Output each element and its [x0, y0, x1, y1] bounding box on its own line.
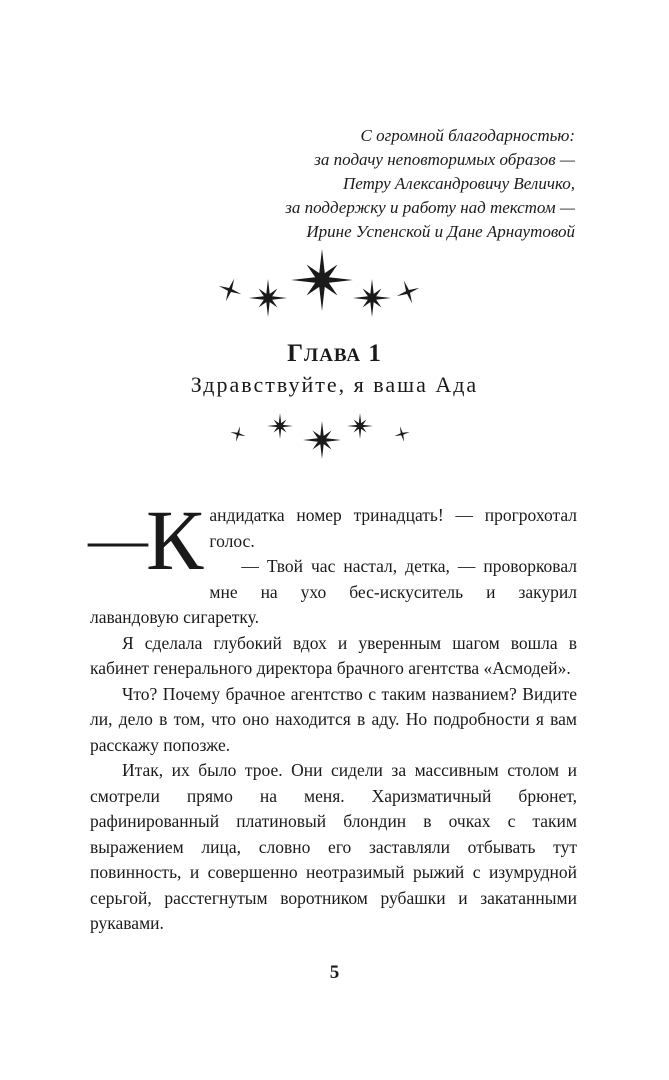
chapter-number-word: ЛАВА	[304, 345, 362, 366]
sparkle-star-icon	[303, 421, 341, 459]
dedication-line: Ирине Успенской и Дане Арнаутовой	[306, 222, 575, 241]
dedication-line: Петру Александровичу Величко,	[342, 174, 575, 193]
dedication-line: С огромной благодарностью:	[360, 126, 575, 145]
dedication-line: за поддержку и работу над текстом —	[285, 198, 575, 217]
sparkle-star-icon	[249, 279, 287, 317]
paragraph-text: андидатка номер тринадцать! — прогрохотал голос.	[209, 505, 577, 551]
sparkle-star-icon	[267, 413, 293, 439]
paragraph: Итак, их было трое. Они сидели за массивным столом и смотрели прямо на меня. Харизматичный брюнет, рафинированный платиновый блондин в очках с таким выражением лица, словно его заставляли отбывать тут повинность, и совершенно неотразимый рыжий с изумрудной серьгой, расстегнутым воротником рубашки и закатанными рукавами.	[90, 760, 577, 933]
sparkle-star-icon	[353, 279, 391, 317]
drop-cap-dash: —	[88, 506, 148, 572]
dedication-line: за подачу неповторимых образов —	[314, 150, 575, 169]
dedication	[155, 124, 575, 244]
sparkle-star-icon	[228, 424, 248, 444]
page-number: 5	[329, 962, 340, 983]
drop-cap-letter: К	[146, 492, 204, 588]
paragraph: Что? Почему брачное агентство с таким названием? Видите ли, дело в том, что оно находится в аду. Но подробности я вам расскажу попозже.	[90, 683, 577, 755]
sparkle-star-icon	[291, 249, 353, 311]
body-text	[88, 492, 577, 937]
chapter-number-digit: 1	[368, 340, 382, 367]
sparkle-star-icon	[392, 424, 412, 444]
drop-cap	[88, 492, 204, 588]
chapter-number-initial: Г	[287, 340, 305, 367]
star-ornament-bottom	[0, 408, 669, 468]
chapter-number	[0, 340, 669, 368]
paragraph	[88, 492, 577, 588]
paragraph: — Твой час настал, детка, — проворковал мне на ухо бес-искуситель и закурил лавандовую сигаретку.	[90, 556, 577, 627]
sparkle-star-icon	[347, 413, 373, 439]
chapter-title: Здравствуйте, я ваша Ада	[190, 372, 479, 397]
sparkle-star-icon	[215, 275, 246, 306]
sparkle-star-icon	[393, 277, 424, 308]
paragraph: Я сделала глубокий вдох и уверенным шагом вошла в кабинет генерального директора брачного агентства «Асмодей».	[90, 632, 577, 678]
star-ornament-top	[0, 248, 669, 333]
